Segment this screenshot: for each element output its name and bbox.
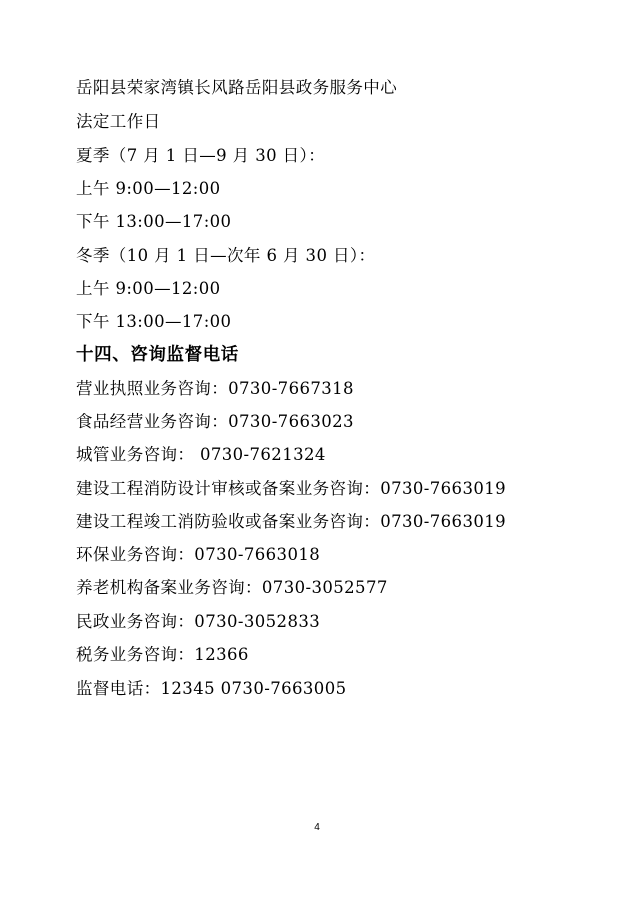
winter-morning-hours: 上午 9:00—12:00 [76, 279, 221, 298]
page-number: 4 [314, 822, 320, 833]
contact-line: 食品经营业务咨询：0730-7663023 [76, 412, 354, 431]
contact-line: 城管业务咨询： 0730-7621324 [76, 445, 326, 464]
contact-line: 环保业务咨询：0730-7663018 [76, 545, 321, 564]
contact-line: 营业执照业务咨询：0730-7667318 [76, 379, 354, 398]
winter-afternoon-hours: 下午 13:00—17:00 [76, 312, 232, 331]
summer-title: 夏季（7 月 1 日—9 月 30 日）： [76, 146, 326, 165]
section-heading: 十四、咨询监督电话 [76, 345, 239, 365]
contact-line: 建设工程竣工消防验收或备案业务咨询：0730-7663019 [76, 512, 507, 531]
contact-line: 养老机构备案业务咨询：0730-3052577 [76, 578, 388, 597]
winter-title: 冬季（10 月 1 日—次年 6 月 30 日）： [76, 246, 376, 265]
supervision-phone-line: 监督电话：12345 0730-7663005 [76, 679, 347, 698]
summer-morning-hours: 上午 9:00—12:00 [76, 179, 221, 198]
summer-afternoon-hours: 下午 13:00—17:00 [76, 212, 232, 231]
address-line: 岳阳县荣家湾镇长风路岳阳县政务服务中心 [76, 78, 398, 97]
contact-line: 建设工程消防设计审核或备案业务咨询：0730-7663019 [76, 479, 507, 498]
workdays-line: 法定工作日 [76, 112, 161, 131]
contact-line: 税务业务咨询：12366 [76, 645, 249, 664]
contact-line: 民政业务咨询：0730-3052833 [76, 612, 321, 631]
